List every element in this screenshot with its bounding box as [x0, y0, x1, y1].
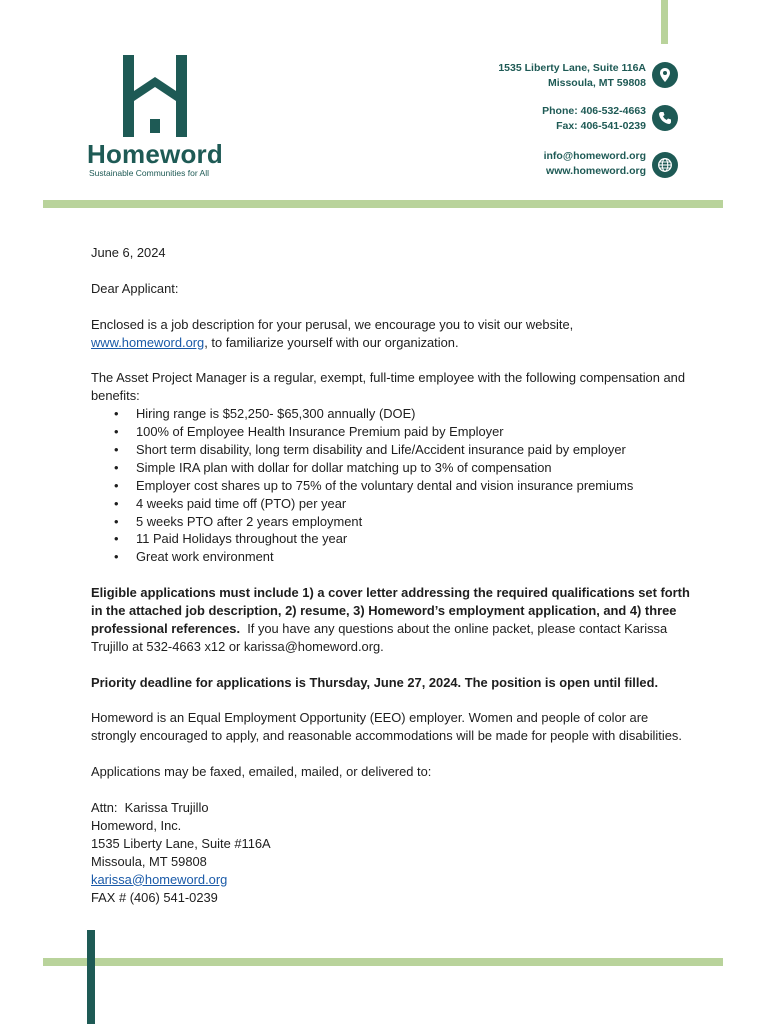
street-line: 1535 Liberty Lane, Suite #116A	[91, 835, 271, 851]
list-item: • Great work environment	[136, 548, 691, 566]
header-email[interactable]: info@homeword.org	[543, 150, 646, 162]
bottom-accent-bar	[87, 930, 95, 1024]
header-divider	[43, 200, 723, 208]
requirements-bold: Eligible applications must include 1) a cover letter addressing the required qualifications set forth in the attached job description, 2) resume, 3) Homeword’s employment application, and 4) three professional references.	[91, 585, 690, 636]
contact-email-link[interactable]: karissa@homeword.org	[91, 871, 228, 887]
letter-date: June 6, 2024	[91, 245, 166, 260]
globe-icon	[652, 152, 678, 178]
intro-text: Enclosed is a job description for your perusal, we encourage you to visit our website,	[91, 316, 574, 332]
city-line: Missoula, MT 59808	[91, 853, 207, 869]
list-item: • Hiring range is $52,250- $65,300 annually (DOE)	[136, 405, 691, 423]
fax-line: FAX # (406) 541-0239	[91, 889, 218, 905]
list-item: • Employer cost shares up to 75% of the voluntary dental and vision insurance premiums	[136, 477, 691, 495]
phone-number: Phone: 406-532-4663	[542, 105, 646, 117]
logo-tagline: Sustainable Communities for All	[89, 168, 210, 178]
intro-paragraph	[91, 316, 691, 352]
org-line: Homeword, Inc.	[91, 817, 182, 833]
list-item: • Short term disability, long term disability and Life/Accident insurance paid by employer	[136, 441, 691, 459]
salutation: Dear Applicant:	[91, 280, 179, 296]
benefits-list	[91, 405, 691, 566]
list-item: • 4 weeks paid time off (PTO) per year	[136, 495, 691, 513]
deadline-text: Priority deadline for applications is Thursday, June 27, 2024. The position is open until filled.	[91, 674, 659, 690]
address-line-2: Missoula, MT 59808	[547, 77, 646, 89]
footer-divider	[43, 958, 723, 966]
web-contact-block	[544, 149, 646, 179]
list-item: • Simple IRA plan with dollar for dollar matching up to 3% of compensation	[136, 459, 691, 477]
requirements-paragraph	[91, 584, 691, 656]
list-item: • 5 weeks PTO after 2 years employment	[136, 513, 691, 531]
position-intro: The Asset Project Manager is a regular, exempt, full-time employee with the following compensation and benefits:	[91, 370, 685, 404]
address-line-1: 1535 Liberty Lane, Suite 116A	[498, 62, 646, 74]
location-pin-icon	[652, 62, 678, 88]
intro-tail: , to familiarize yourself with our organization.	[204, 334, 459, 350]
phone-fax-block	[542, 104, 646, 134]
delivery-paragraph: Applications may be faxed, emailed, mailed, or delivered to:	[91, 764, 432, 780]
phone-icon	[652, 105, 678, 131]
logo-name: Homeword	[87, 139, 223, 169]
list-item: • 11 Paid Holidays throughout the year	[136, 530, 691, 548]
address-block	[498, 61, 646, 91]
requirements-contact: If you have any questions about the online packet, please contact Karissa Trujillo at 532-4663 x12 or karissa@homeword.org.	[91, 620, 671, 654]
deadline-paragraph	[91, 674, 691, 692]
house-h-logo-icon	[123, 55, 189, 137]
top-accent-bar	[661, 0, 668, 44]
eeo-paragraph: Homeword is an Equal Employment Opportunity (EEO) employer. Women and people of color are strongly encouraged to apply, and reasonable accommodations will be made for people with disabilities.	[91, 710, 682, 744]
letter-body	[91, 244, 691, 906]
fax-number: Fax: 406-541-0239	[556, 120, 646, 132]
attn-line: Attn: Karissa Trujillo	[91, 799, 209, 815]
list-item: • 100% of Employee Health Insurance Premium paid by Employer	[136, 423, 691, 441]
header-website[interactable]: www.homeword.org	[546, 165, 646, 177]
website-link[interactable]: www.homeword.org	[91, 334, 205, 350]
